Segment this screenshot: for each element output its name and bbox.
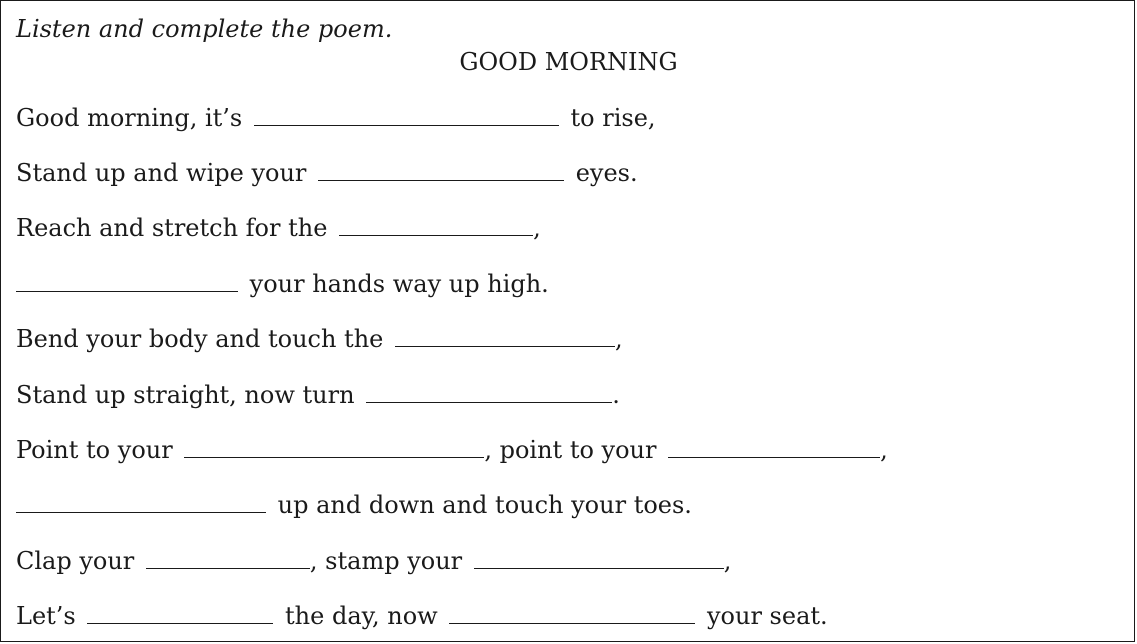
blank-3[interactable] <box>339 214 533 236</box>
blank-9[interactable] <box>16 491 266 513</box>
line-7-text-2: , point to your <box>484 436 657 464</box>
blank-11[interactable] <box>474 547 724 569</box>
poem-line-5 <box>16 324 623 354</box>
line-3-text-1: Reach and stretch for the <box>16 214 328 242</box>
blank-2[interactable] <box>318 159 564 181</box>
poem-line-6 <box>16 380 620 410</box>
blank-1[interactable] <box>254 104 559 126</box>
line-10-text-3: your seat. <box>706 602 828 630</box>
line-6-text-2: . <box>612 381 620 409</box>
line-1-text-2: to rise, <box>570 104 656 132</box>
blank-13[interactable] <box>449 602 695 624</box>
poem-line-9 <box>16 546 731 576</box>
poem-title: GOOD MORNING <box>459 48 678 76</box>
blank-6[interactable] <box>366 381 612 403</box>
poem-line-10 <box>16 601 828 631</box>
line-3-text-2: , <box>533 214 541 242</box>
line-4-text-1: your hands way up high. <box>249 270 549 298</box>
line-9-text-2: , stamp your <box>309 547 463 575</box>
line-2-text-2: eyes. <box>575 159 638 187</box>
line-7-text-1: Point to your <box>16 436 173 464</box>
instruction-text: Listen and complete the poem. <box>16 15 393 43</box>
line-8-text-1: up and down and touch your toes. <box>277 491 692 519</box>
line-5-text-1: Bend your body and touch the <box>16 325 384 353</box>
line-2-text-1: Stand up and wipe your <box>16 159 307 187</box>
line-10-text-2: the day, now <box>285 602 438 630</box>
blank-5[interactable] <box>395 325 615 347</box>
line-9-text-3: , <box>723 547 732 575</box>
poem-line-4 <box>16 269 549 299</box>
poem-line-2 <box>16 158 638 188</box>
line-10-text-1: Let’s <box>16 602 76 630</box>
poem-line-1 <box>16 103 656 133</box>
blank-7[interactable] <box>184 436 484 458</box>
line-1-text-1: Good morning, it’s <box>16 104 243 132</box>
blank-10[interactable] <box>146 547 310 569</box>
poem-line-7 <box>16 435 888 465</box>
line-9-text-1: Clap your <box>16 547 135 575</box>
blank-4[interactable] <box>16 270 238 292</box>
blank-8[interactable] <box>668 436 880 458</box>
line-5-text-2: , <box>615 325 623 353</box>
line-6-text-1: Stand up straight, now turn <box>16 381 355 409</box>
line-7-text-3: , <box>880 436 888 464</box>
blank-12[interactable] <box>87 602 273 624</box>
poem-line-3 <box>16 213 541 243</box>
poem-line-8 <box>16 490 692 520</box>
